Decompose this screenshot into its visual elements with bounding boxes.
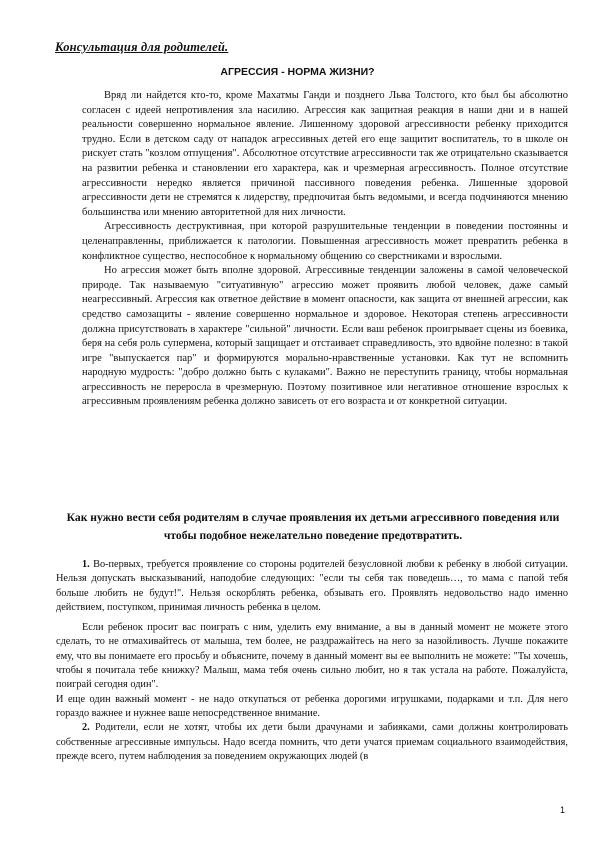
paragraph-text: Во-первых, требуется проявление со стороны родителей безусловной любви к ребенку в любой ситуации. Нельзя допускать высказываний, наподобие следующих: "если ты себя так поведешь…, то мама с папой тебя больше любить не будут!". Нельзя оскорблять ребенка, обзывать его. Проявлять недовольство надо именно действием, поступком, принимая личность ребенка в целом. (56, 559, 568, 613)
article-intro (82, 89, 568, 410)
page-number: 1 (559, 805, 565, 815)
paragraph: Вряд ли найдется кто-то, кроме Махатмы Ганди и позднего Льва Толстого, кто был бы абсолютно согласен с идеей непротивления зла насилию. Агрессия как защитная реакция в наши дни и в нашей реальности совершенно нормальное явление. Лишенному здоровой агрессивности ребенку приходится трудно. Если в детском саду от нападок агрессивных детей его еще защитит воспитатель, то в школе он рискует стать "козлом отпущения". Абсолютное отсутствие агрессивности так же отрицательно сказывается на развитии ребенка и становлении его характера, как и чрезмерная агрессивность. Полное отсутствие агрессивности нередко является причиной пассивного поведения ребенка. Лишенные здоровой агрессивности дети не стремятся к лидерству, предпочитая быть ведомыми, и всегда подчиняются мнению большинства или мнению авторитетной для них личности. (82, 90, 568, 218)
paragraph: И еще один важный момент - не надо откупаться от ребенка дорогими игрушками, подарками и т.п. Для него гораздо важнее и нужнее ваше непосредственное внимание. (56, 693, 568, 719)
paragraph (56, 721, 568, 764)
paragraph-text: Родители, если не хотят, чтобы их дети были драчунами и забияками, сами должны контролировать собственные агрессивные импульсы. Надо всегда помнить, что дети учатся приемам социального взаимодействия, прежде всего, путем наблюдения за поведением окружающих людей (в (56, 722, 569, 762)
paragraph (56, 558, 568, 615)
paragraph: Но агрессия может быть вполне здоровой. Агрессивные тенденции заложены в самой человеческой природе. Так называемую "ситуативную" агрессию может проявить любой человек, даже самый неагрессивный. Агрессия как ответное действие в момент опасности, как защита от внешней агрессии, как средство самозащиты - явление совершенно нормальное и здоровое. Некоторая степень агрессивности должна присутствовать в характере "сильной" личности. Если ваш ребенок проигрывает сцены из боевика, беря на себя роль супермена, который защищает и отстаивает справедливость, это вдвойне полезно: в такой игре "выпускается пар" и формируются морально-нравственные установки. Как тут не вспомнить народную мудрость: "добро должно быть с кулаками". Важно не переступить границу, чтобы нормальная агрессивность не переросла в чрезмерную. Поэтому позитивное или негативное отношение взрослых к агрессивным проявлениям ребенка должно зависеть от его возраста и от конкретной ситуации. (82, 265, 568, 408)
paragraph: Если ребенок просит вас поиграть с ним, уделить ему внимание, а вы в данный момент не можете этого сделать, то не отмахивайтесь от малыша, тем более, не раздражайтесь на него за назойливость. Лучше покажите ему, что вы понимаете его просьбу и объясните, почему в данный момент вы ее выполнить не можете: "Ты хочешь, чтобы я почитала тебе книжку? Малыш, мама тебя очень сильно любит, но я так устала на работе. Пожалуйста, поиграй сегодня один". (56, 622, 568, 691)
consultation-label: Консультация для родителей. (55, 40, 229, 54)
advice-section (56, 558, 568, 764)
item-number: 1. (82, 559, 90, 570)
paragraph: Агрессивность деструктивная, при которой разрушительные тенденции в поведении постоянны и целенаправленны, приближается к патологии. Повышенная агрессивность может превратить ребенка в конфликтное существо, неспособное к нормальному общению со сверстниками и взрослыми. (82, 221, 568, 262)
section-heading: Как нужно вести себя родителям в случае проявления их детьми агрессивного поведения или чтобы подобное нежелательно поведение предотвратить. (66, 511, 560, 542)
article-title: АГРЕССИЯ - НОРМА ЖИЗНИ? (220, 66, 375, 78)
item-number: 2. (82, 722, 90, 734)
